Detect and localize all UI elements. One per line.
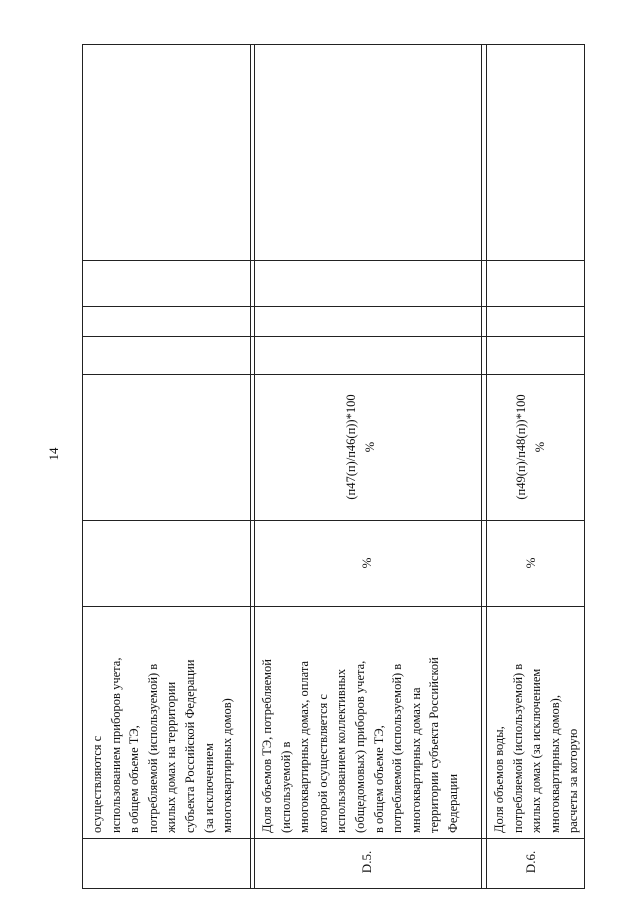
text-line: потребляемой (используемой) в [390,663,405,833]
formula-text: (п49(п)/п48(п))*100 [514,394,528,500]
row3-code: D.6. [523,850,538,874]
text-line: потребляемой (используемой) в [510,663,525,833]
text-line: жилых домах на территории [164,681,179,833]
text-line: многоквартирных домов), [547,695,562,833]
text-line: жилых домах (за исключением [529,668,544,833]
text-line: в общем объеме ТЭ, [371,725,386,833]
text-line: расчеты за которую [566,728,581,833]
text-line: территории субъекта Российской [427,657,442,833]
row-divider-2 [254,44,255,889]
col-divider-6 [82,306,584,307]
row2-formula-cell [342,374,379,520]
text-line: (за исключением [201,743,216,833]
row2-unit: % [359,557,374,569]
formula-text: (п47(п)/п46(п))*100 [344,394,358,500]
col-divider-unit [82,520,584,521]
text-line: использованием коллективных [334,668,349,833]
formula-unit: % [362,441,377,453]
text-line: Доля объемов воды, [492,726,506,833]
col-divider-formula [82,374,584,375]
text-line: многоквартирных домах, оплата [297,660,312,833]
text-line: Доля объемов ТЭ, потребляемой [260,659,274,833]
row-divider-4 [486,44,487,889]
col-divider-5 [82,336,584,337]
row-divider-1 [250,44,251,889]
col-divider-code [82,838,584,839]
page-number: 14 [46,447,61,461]
col-divider-7 [82,260,584,261]
text-line: (общедомовых) приборов учета, [352,660,367,833]
table-border-left [82,44,83,889]
col-divider-name [82,606,584,607]
row3-unit: % [523,557,538,569]
row-divider-3 [481,44,482,889]
text-line: (используемой) в [278,741,293,833]
text-line: которой осуществляется с [315,694,330,833]
row1-name-cell [88,611,237,833]
text-line: Федерации [445,773,460,833]
row3-formula-cell [512,374,549,520]
row3-name-cell [490,611,583,833]
text-line: многоквартирных домах на [408,687,423,833]
row2-name-cell [258,611,463,833]
text-line: субъекта Российской Федерации [182,659,197,833]
text-line: использованием приборов учета, [108,657,123,833]
formula-unit: % [532,441,547,453]
text-line: многоквартирных домов) [220,698,235,833]
table-border-top [82,44,584,45]
text-line: осуществляются с [90,735,104,833]
table-border-bottom [82,888,584,889]
text-line: в общем объеме ТЭ, [127,725,142,833]
text-line: потребляемой (используемой) в [145,663,160,833]
row2-code: D.5. [359,850,374,874]
table-border-right [584,44,585,889]
